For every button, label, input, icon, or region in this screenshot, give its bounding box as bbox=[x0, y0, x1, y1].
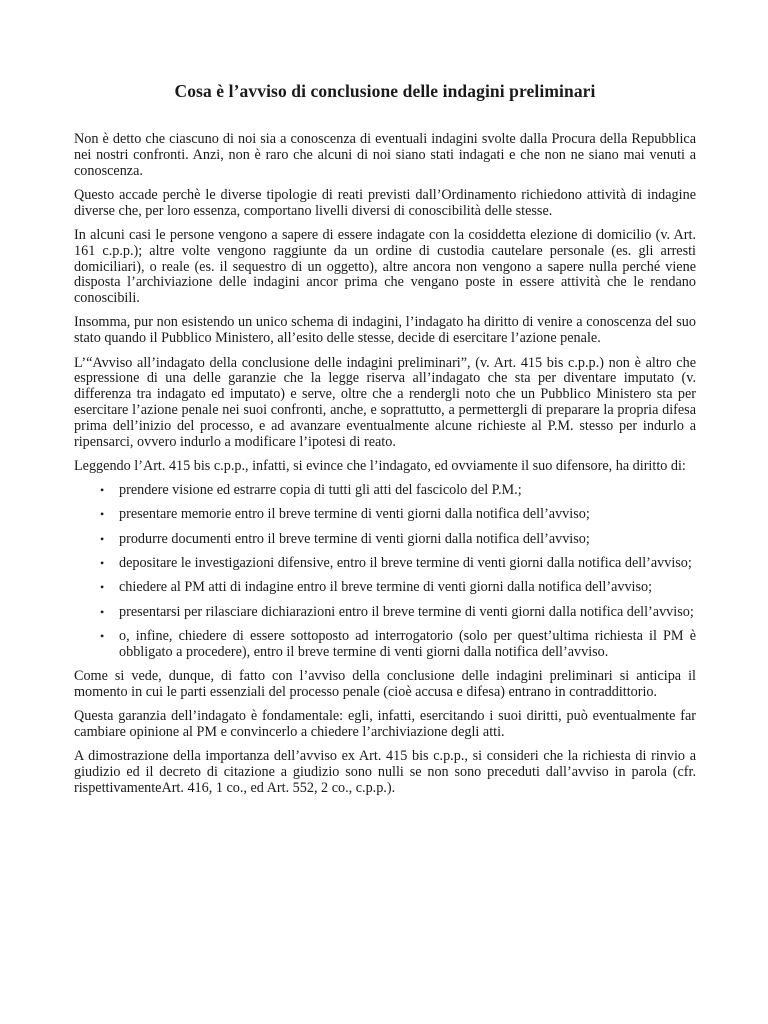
bullet-icon: • bbox=[100, 507, 105, 522]
rights-list bbox=[74, 483, 696, 660]
paragraph: A dimostrazione della importanza dell’avviso ex Art. 415 bis c.p.p., si consideri che la richiesta di rinvio a giudizio ed il decreto di citazione a giudizio sono nulli se non sono preceduti dall’avviso in parola (cfr. rispettivamenteArt. 416, 1 co., ed Art. 552, 2 co., c.p.p.). bbox=[74, 748, 696, 796]
bullet-icon: • bbox=[100, 531, 105, 546]
list-item-text: presentare memorie entro il breve termine di venti giorni dalla notifica dell’avviso; bbox=[119, 506, 590, 523]
list-item-text: presentarsi per rilasciare dichiarazioni entro il breve termine di venti giorni dalla notifica dell’avviso; bbox=[119, 603, 694, 620]
list-item-text: prendere visione ed estrarre copia di tutti gli atti del fascicolo del P.M.; bbox=[119, 482, 522, 499]
bullet-icon: • bbox=[100, 628, 105, 643]
list-item bbox=[74, 507, 696, 523]
paragraph: In alcuni casi le persone vengono a sapere di essere indagate con la cosiddetta elezione di domicilio (v. Art. 161 c.p.p.); altre volte vengono raggiunte da un ordine di custodia cautelare personale (es. gli arresti domiciliari), o reale (es. il sequestro di un oggetto), altre ancora non vengono a sapere nulla perché viene disposta l’archiviazione delle indagini ancor prima che vengano poste in essere attività che le rendano conoscibili. bbox=[74, 226, 696, 307]
paragraph: Non è detto che ciascuno di noi sia a conoscenza di eventuali indagini svolte dalla Procura della Repubblica nei nostri confronti. Anzi, non è raro che alcuni di noi siano stati indagati e che non ne siano mai venuti a conoscenza. bbox=[74, 131, 696, 179]
list-item bbox=[74, 483, 696, 499]
list-item bbox=[74, 556, 696, 572]
document-page bbox=[74, 80, 696, 805]
bullet-icon: • bbox=[100, 556, 105, 571]
paragraph: L’“Avviso all’indagato della conclusione delle indagini preliminari”, (v. Art. 415 bis c.p.p.) non è altro che espressione di una delle garanzie che la legge riserva all’indagato che sta per diventare imputato (v. differenza tra indagato ed imputato) e serve, oltre che a rendergli noto che un Pubblico Ministero sta per esercitare l’azione penale nei suoi confronti, anche, e soprattutto, a permettergli di preparare la propria difesa prima dell’inizio del processo, e ad avanzare eventualmente alcune richieste al P.M. stesso per indurlo a ripensarci, ovvero indurlo a modificare l’ipotesi di reato. bbox=[74, 354, 696, 450]
bullet-icon: • bbox=[100, 483, 105, 498]
document-title: Cosa è l’avviso di conclusione delle indagini preliminari bbox=[174, 81, 596, 101]
list-item bbox=[74, 532, 696, 548]
list-item bbox=[74, 605, 696, 621]
bullet-icon: • bbox=[100, 604, 105, 619]
list-item bbox=[74, 629, 696, 661]
list-item-text: produrre documenti entro il breve termine di venti giorni dalla notifica dell’avviso; bbox=[119, 530, 590, 547]
paragraph: Insomma, pur non esistendo un unico schema di indagini, l’indagato ha diritto di venire a conoscenza del suo stato quando il Pubblico Ministero, all’esito delle stesse, decide di esercitare l’azione penale. bbox=[74, 314, 696, 347]
list-item-text: chiedere al PM atti di indagine entro il breve termine di venti giorni dalla notifica dell’avviso; bbox=[119, 579, 653, 596]
paragraph: Leggendo l’Art. 415 bis c.p.p., infatti, si evince che l’indagato, ed ovviamente il suo difensore, ha diritto di: bbox=[74, 457, 686, 474]
list-item-text: depositare le investigazioni difensive, entro il breve termine di venti giorni dalla notifica dell’avviso; bbox=[119, 555, 692, 572]
bullet-icon: • bbox=[100, 580, 105, 595]
paragraph: Questa garanzia dell’indagato è fondamentale: egli, infatti, esercitando i suoi diritti, può eventualmente far cambiare opinione al PM e convincerlo a chiedere l’archiviazione degli atti. bbox=[74, 708, 696, 740]
list-item bbox=[74, 580, 696, 596]
paragraph: Come si vede, dunque, di fatto con l’avviso della conclusione delle indagini preliminari si anticipa il momento in cui le parti essenziali del processo penale (cioè accusa e difesa) entrano in contraddittorio. bbox=[74, 668, 696, 700]
list-item-text: o, infine, chiedere di essere sottoposto ad interrogatorio (solo per quest’ultima richiesta il PM è obbligato a procedere), entro il breve termine di venti giorni dalla notifica dell’avviso. bbox=[119, 627, 696, 660]
paragraph: Questo accade perchè le diverse tipologie di reati previsti dall’Ordinamento richiedono attività di indagine diverse che, per loro essenza, comportano livelli diversi di conoscibilità delle stesse. bbox=[74, 186, 696, 219]
